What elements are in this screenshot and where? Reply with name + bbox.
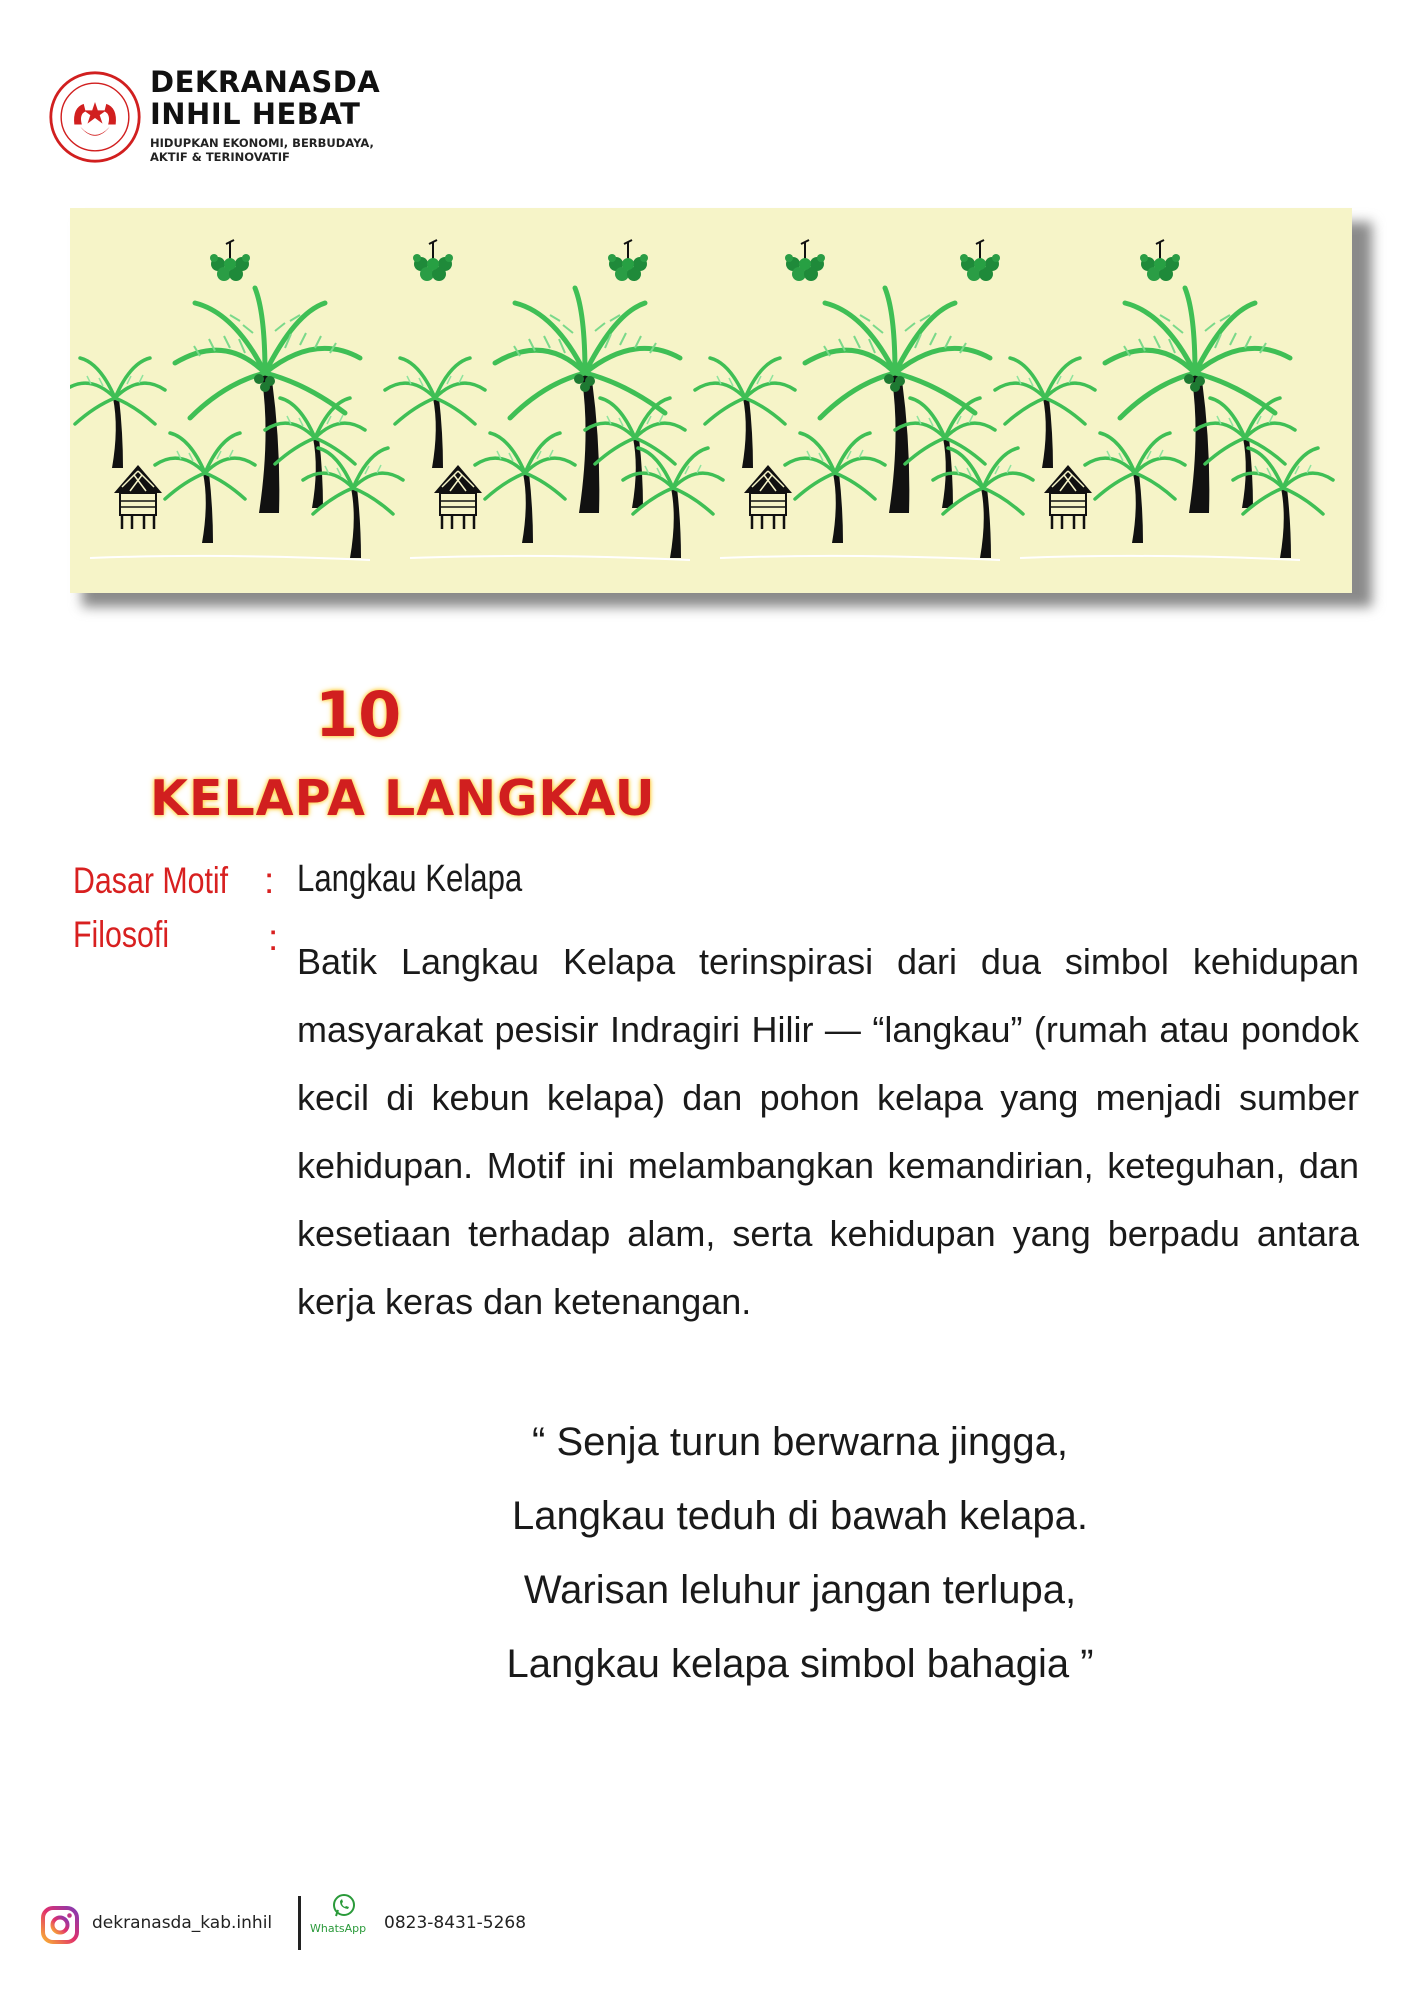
dasar-motif-label: Dasar Motif bbox=[73, 860, 229, 901]
coconut-cluster-row bbox=[210, 240, 1180, 281]
motif-title: KELAPA LANGKAU bbox=[150, 770, 656, 827]
pantun-line: “ Senja turun berwarna jingga, bbox=[532, 1420, 1068, 1464]
brand-name-line2: INHIL HEBAT bbox=[150, 97, 361, 131]
whatsapp-phone[interactable]: 0823-8431-5268 bbox=[384, 1913, 527, 1933]
instagram-handle[interactable]: dekranasda_kab.inhil bbox=[92, 1913, 273, 1933]
batik-motif-illustration bbox=[70, 208, 1352, 593]
batik-motif-banner bbox=[70, 208, 1352, 593]
dasar-motif-value: Langkau Kelapa bbox=[297, 858, 523, 900]
pantun-line: Langkau teduh di bawah kelapa. bbox=[511, 1494, 1088, 1538]
whatsapp-icon[interactable] bbox=[331, 1893, 357, 1919]
pantun-line: Warisan leluhur jangan terlupa, bbox=[523, 1568, 1077, 1612]
brand-name bbox=[150, 66, 380, 130]
brand-tagline-line2: AKTIF & TERINOVATIF bbox=[150, 150, 290, 164]
brand-tagline bbox=[150, 136, 390, 164]
pantun-line: Langkau kelapa simbol bahagia ” bbox=[506, 1642, 1094, 1686]
palm-and-hut-row bbox=[70, 288, 1333, 560]
dekranasda-logo bbox=[48, 70, 142, 164]
dasar-motif-colon: : bbox=[264, 860, 275, 901]
brand-name-line1: DEKRANASDA bbox=[150, 65, 381, 99]
filosofi-text: Batik Langkau Kelapa terinspirasi dari dua simbol kehidupan masyarakat pesisir Indragiri Hilir — “langkau” (rumah atau pondok kecil di kebun kelapa) dan pohon kelapa yang menjadi sumber kehidupan. Motif ini melambangkan kemandirian, keteguhan, dan kesetiaan terhadap alam, serta kehidupan yang berpadu antara kerja keras dan ketenangan. bbox=[297, 941, 1359, 1322]
whatsapp-label: WhatsApp bbox=[310, 1922, 367, 1935]
brand-tagline-line1: HIDUPKAN EKONOMI, BERBUDAYA, bbox=[150, 136, 374, 150]
filosofi-colon: : bbox=[268, 917, 279, 958]
pantun bbox=[470, 1405, 1130, 1701]
instagram-icon[interactable] bbox=[40, 1905, 80, 1945]
filosofi-label: Filosofi bbox=[73, 914, 170, 955]
footer-divider bbox=[298, 1896, 301, 1950]
motif-number: 10 bbox=[315, 678, 402, 751]
